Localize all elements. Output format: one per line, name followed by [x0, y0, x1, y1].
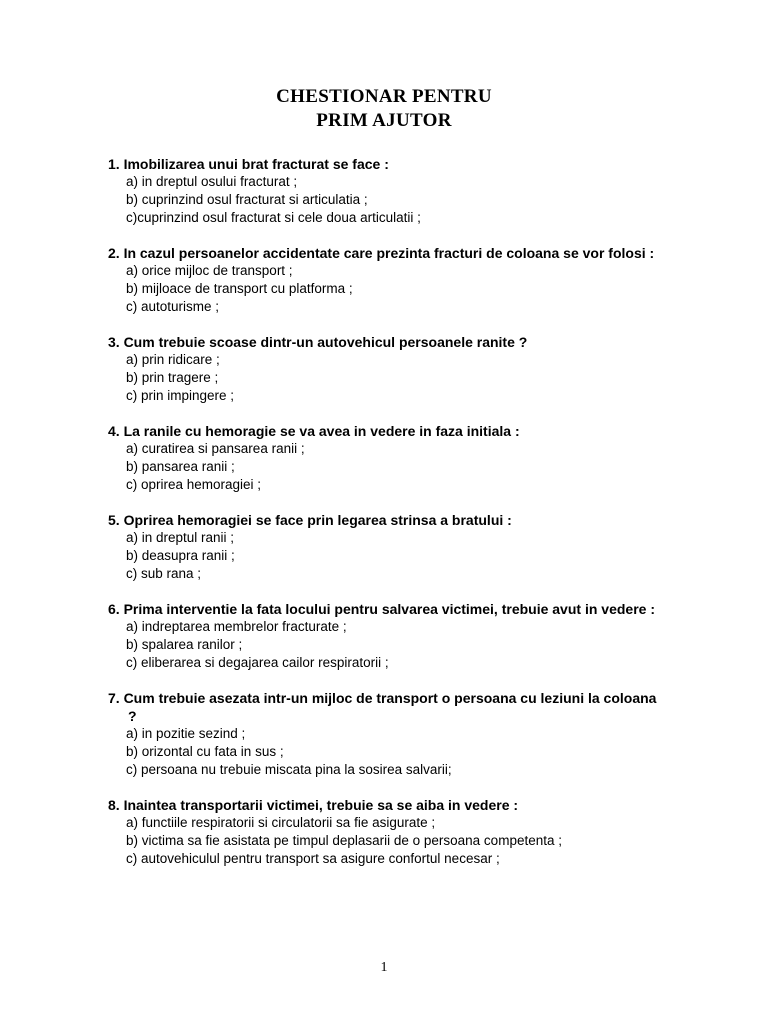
question-text: 3. Cum trebuie scoase dintr-un autovehicul persoanele ranite ?	[108, 334, 528, 350]
answer-option: c) persoana nu trebuie miscata pina la sosirea salvarii;	[126, 762, 452, 777]
answer-option: b) mijloace de transport cu platforma ;	[126, 281, 353, 296]
question-text: 7. Cum trebuie asezata intr-un mijloc de transport o persoana cu leziuni la coloana ?	[108, 690, 657, 724]
document-title-line-1: CHESTIONAR PENTRU	[276, 86, 492, 107]
answer-option: b) spalarea ranilor ;	[126, 637, 243, 652]
question-item	[108, 422, 668, 494]
question-item	[108, 511, 668, 583]
answer-option: b) pansarea ranii ;	[126, 459, 235, 474]
answer-option: c) eliberarea si degajarea cailor respiratorii ;	[126, 655, 389, 670]
question-item	[108, 689, 668, 779]
answer-option: b) orizontal cu fata in sus ;	[126, 744, 284, 759]
answer-option: a) in pozitie sezind ;	[126, 726, 246, 741]
answer-option: b) deasupra ranii ;	[126, 548, 235, 563]
answer-option: c) autoturisme ;	[126, 299, 220, 314]
answer-option: c) sub rana ;	[126, 566, 202, 581]
answer-option: b) victima sa fie asistata pe timpul deplasarii de o persoana competenta ;	[126, 833, 562, 848]
answer-option: a) prin ridicare ;	[126, 352, 220, 367]
answer-option: c) autovehiculul pentru transport sa asigure confortul necesar ;	[126, 851, 500, 866]
question-text: 4. La ranile cu hemoragie se va avea in vedere in faza initiala :	[108, 423, 520, 439]
question-item	[108, 244, 668, 316]
answer-option: a) indreptarea membrelor fracturate ;	[126, 619, 347, 634]
answer-option: a) in dreptul osului fracturat ;	[126, 174, 298, 189]
answer-option: a) curatirea si pansarea ranii ;	[126, 441, 305, 456]
question-item	[108, 600, 668, 672]
question-text: 2. In cazul persoanelor accidentate care prezinta fracturi de coloana se vor folosi :	[108, 245, 655, 261]
question-text: 8. Inaintea transportarii victimei, trebuie sa se aiba in vedere :	[108, 797, 519, 813]
page-number: 1	[380, 960, 388, 975]
answer-option: b) prin tragere ;	[126, 370, 219, 385]
answer-option: c) oprirea hemoragiei ;	[126, 477, 262, 492]
question-text: 1. Imobilizarea unui brat fracturat se face :	[108, 156, 389, 172]
question-item	[108, 333, 668, 405]
question-item	[108, 796, 668, 868]
document-title-line-2: PRIM AJUTOR	[316, 110, 452, 131]
questions-list	[108, 155, 668, 885]
answer-option: a) functiile respiratorii si circulatorii sa fie asigurate ;	[126, 815, 436, 830]
question-text: 6. Prima interventie la fata locului pentru salvarea victimei, trebuie avut in vedere :	[108, 601, 655, 617]
answer-option: c) prin impingere ;	[126, 388, 235, 403]
question-item	[108, 155, 668, 227]
answer-option: b) cuprinzind osul fracturat si articulatia ;	[126, 192, 368, 207]
question-text: 5. Oprirea hemoragiei se face prin legarea strinsa a bratului :	[108, 512, 512, 528]
answer-option: a) in dreptul ranii ;	[126, 530, 235, 545]
answer-option: a) orice mijloc de transport ;	[126, 263, 293, 278]
answer-option: c)cuprinzind osul fracturat si cele doua articulatii ;	[126, 210, 421, 225]
